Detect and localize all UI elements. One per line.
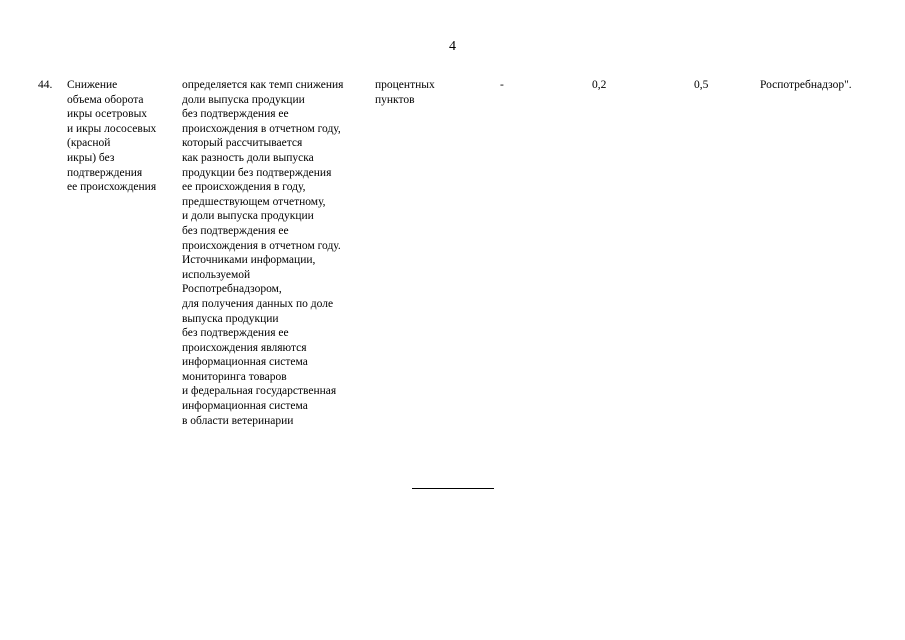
responsible-agency: Роспотребнадзор".	[760, 79, 852, 91]
unit-of-measure: процентных пунктов	[375, 79, 435, 106]
page-number: 4	[449, 39, 456, 54]
indicator-description: определяется как темп снижения доли выпуска продукции без подтверждения ее происхождения в отчетном году, который рассчитывается как разность доли выпуска продукции без подтверждения ее происхождения в году, предшествующем отчетному, и доли выпуска продукции без подтверждения ее происхождения в отчетном году. Источниками информации, используемой Роспотребнадзором, для получения данных по доле выпуска продукции без подтверждения ее происхождения являются информационная система мониторинга товаров и федеральная государственная информационная система в области ветеринарии	[182, 79, 344, 427]
indicator-name: Снижение объема оборота икры осетровых и икры лососевых (красной икры) без подтверждения ее происхождения	[67, 79, 157, 194]
target-value-1: 0,2	[592, 79, 607, 91]
target-value-2: 0,5	[694, 79, 709, 91]
row-number: 44.	[38, 79, 53, 91]
base-value: -	[500, 79, 504, 91]
end-divider	[412, 488, 494, 489]
